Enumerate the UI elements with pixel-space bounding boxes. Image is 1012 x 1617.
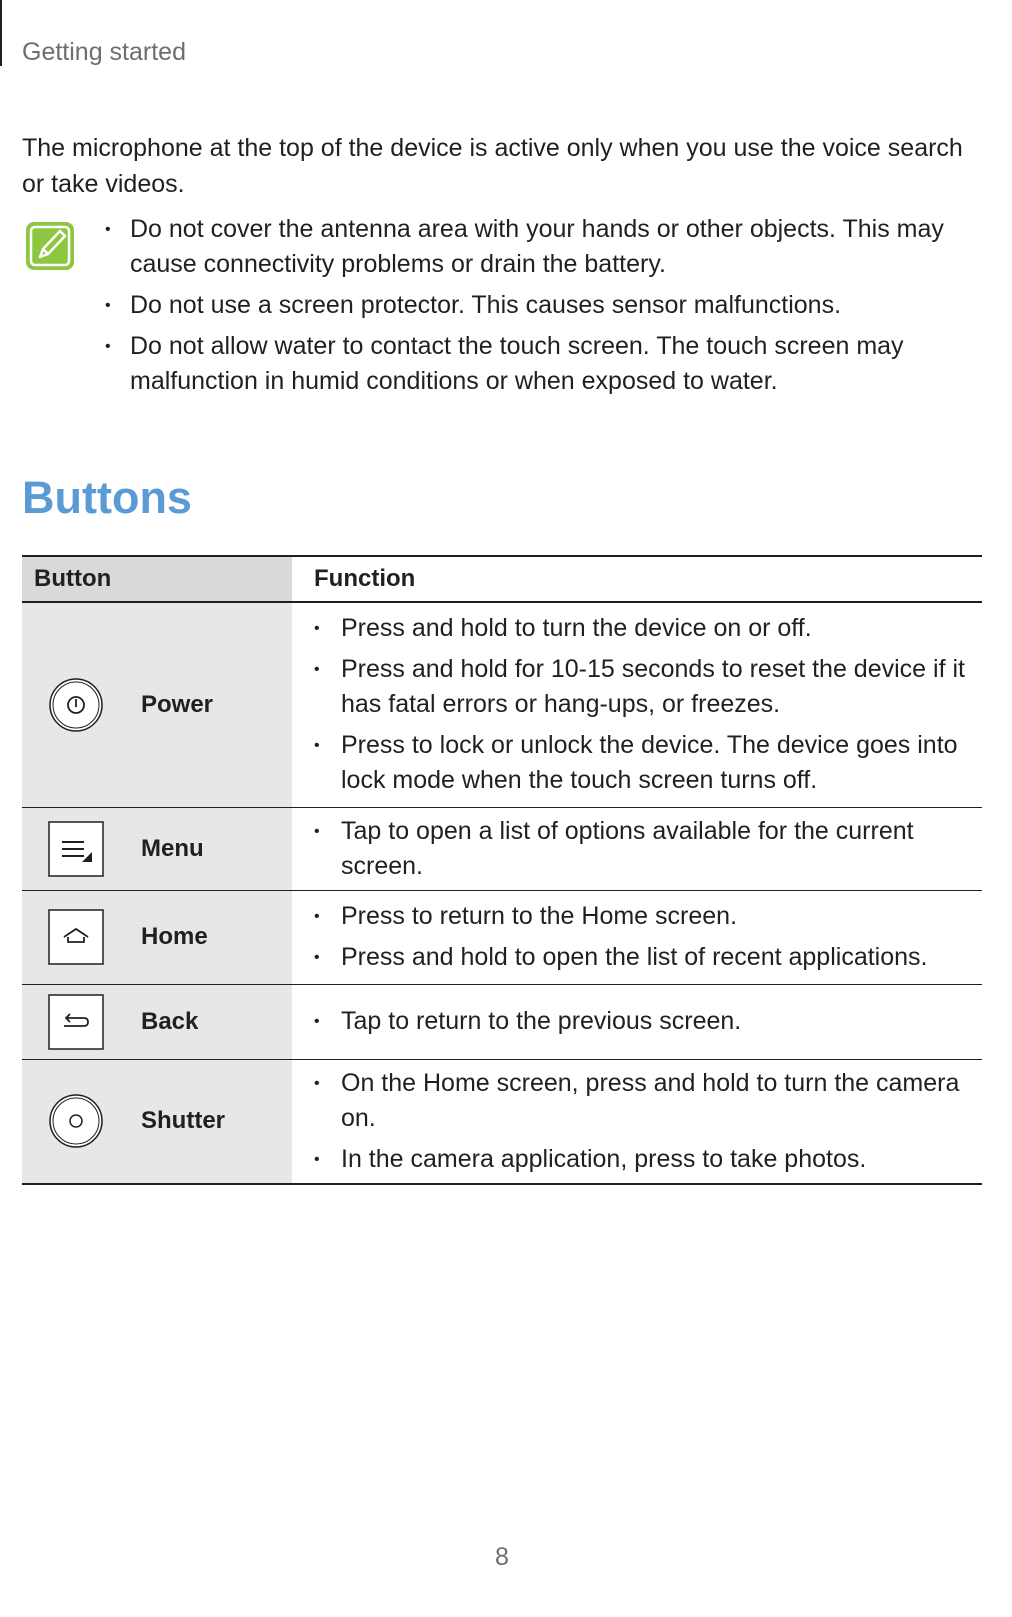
intro-paragraph: The microphone at the top of the device is active only when you use the voice search or take videos. xyxy=(22,134,963,198)
note-item: • Do not cover the antenna area with your hands or other objects. This may cause connectivity problems or drain the battery. xyxy=(105,215,944,278)
function-item: • Tap to open a list of options available for the current screen. xyxy=(314,816,914,880)
note-pencil-icon xyxy=(24,220,76,272)
table-row xyxy=(22,602,982,807)
function-item: • Press and hold to open the list of recent applications. xyxy=(314,943,928,971)
function-item: • Press to lock or unlock the device. The device goes into lock mode when the touch screen turns off. xyxy=(314,731,958,795)
button-name: Back xyxy=(141,1007,199,1035)
function-item: • In the camera application, press to take photos. xyxy=(314,1144,867,1173)
function-item: • Press and hold for 10-15 seconds to reset the device if it has fatal errors or hang-ups, or freezes. xyxy=(314,655,965,719)
table-row xyxy=(22,1059,982,1184)
menu-icon xyxy=(48,821,104,877)
button-name: Power xyxy=(141,690,214,718)
margin-rule xyxy=(0,0,2,66)
table-row xyxy=(22,890,982,984)
table-row xyxy=(22,807,982,890)
function-item: • Press to return to the Home screen. xyxy=(314,902,738,930)
table-header-row xyxy=(22,556,982,602)
home-icon xyxy=(48,909,104,965)
function-item: • Tap to return to the previous screen. xyxy=(314,1007,742,1035)
shutter-icon xyxy=(48,1093,104,1149)
function-item: • On the Home screen, press and hold to turn the camera on. xyxy=(314,1068,960,1132)
power-icon xyxy=(48,677,104,733)
note-item: • Do not allow water to contact the touch screen. The touch screen may malfunction in humid conditions or when exposed to water. xyxy=(105,332,904,395)
button-name: Shutter xyxy=(141,1107,225,1134)
table-row xyxy=(22,984,982,1059)
section-title: Getting started xyxy=(22,38,186,66)
button-name: Menu xyxy=(141,834,204,862)
page-number: 8 xyxy=(495,1543,509,1571)
button-name: Home xyxy=(141,923,208,950)
header-function: Function xyxy=(292,556,982,602)
function-item: • Press and hold to turn the device on or off. xyxy=(314,614,812,643)
note-list xyxy=(105,212,985,405)
back-icon xyxy=(48,994,104,1050)
section-heading: Buttons xyxy=(22,472,192,523)
header-button: Button xyxy=(22,556,292,602)
note-item: • Do not use a screen protector. This causes sensor malfunctions. xyxy=(105,291,842,319)
buttons-table xyxy=(22,555,982,1185)
